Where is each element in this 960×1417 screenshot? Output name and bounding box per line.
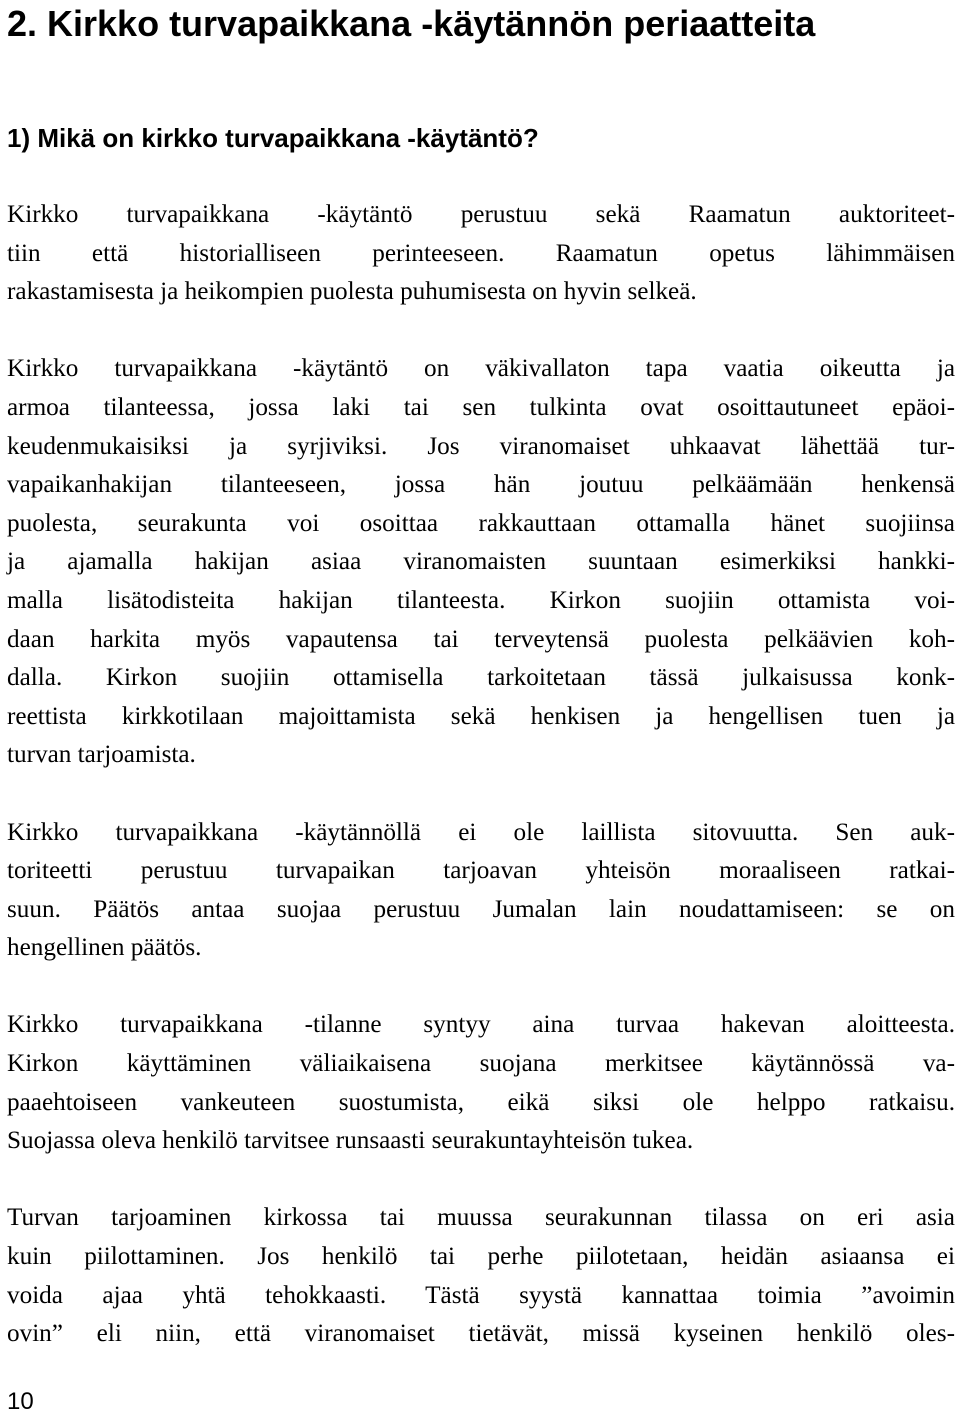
text-line: Suojassa oleva henkilö tarvitsee runsaasti seurakuntayhteisön tukea. <box>7 1127 694 1155</box>
text-line: paaehtoiseen vankeuteen suostumista, eikä siksi ole helppo ratkaisu. <box>7 1088 955 1116</box>
text-line: suun. Päätös antaa suojaa perustuu Jumalan lain noudattamiseen: se on <box>7 895 955 923</box>
page-number: 10 <box>7 1388 34 1415</box>
text-line: dalla. Kirkon suojiin ottamisella tarkoitetaan tässä julkaisussa konk- <box>7 664 955 692</box>
paragraph-spacer <box>7 968 955 1007</box>
paragraph-spacer <box>7 775 955 814</box>
text-line: Kirkko turvapaikkana -käytäntö on väkivallaton tapa vaatia oikeutta ja <box>7 355 955 383</box>
paragraph-3 <box>7 814 955 968</box>
text-line: Kirkko turvapaikkana -käytäntö perustuu sekä Raamatun auktoriteet- <box>7 201 955 228</box>
text-line: tiin että historialliseen perinteeseen. Raamatun opetus lähimmäisen <box>7 239 955 267</box>
text-line: turvan tarjoamista. <box>7 741 196 769</box>
text-line: malla lisätodisteita hakijan tilanteesta. Kirkon suojiin ottamista voi- <box>7 586 955 614</box>
text-line: Turvan tarjoaminen kirkossa tai muussa seurakunnan tilassa on eri asia <box>7 1204 955 1232</box>
text-line: rakastamisesta ja heikompien puolesta puhumisesta on hyvin selkeä. <box>7 278 697 306</box>
text-line: ovin” eli niin, että viranomaiset tietävät, missä kyseinen henkilö oles- <box>7 1320 955 1348</box>
paragraph-2 <box>7 350 955 775</box>
text-line: Kirkon käyttäminen väliaikaisena suojana merkitsee käytännössä va- <box>7 1050 955 1078</box>
text-line: daan harkita myös vapautensa tai terveytensä puolesta pelkäävien koh- <box>7 625 955 653</box>
text-line: voida ajaa yhtä tehokkaasti. Tästä syystä kannattaa toimia ”avoimin <box>7 1281 955 1309</box>
text-line: armoa tilanteessa, jossa laki tai sen tulkinta ovat osoittautuneet epäoi- <box>7 393 955 421</box>
document-page <box>7 0 955 1348</box>
body-text <box>7 196 955 1354</box>
text-line: ja ajamalla hakijan asiaa viranomaisten suuntaan esimerkiksi hankki- <box>7 548 955 576</box>
text-line: hengellinen päätös. <box>7 934 202 962</box>
section-title: 1) Mikä on kirkko turvapaikkana -käytäntö? <box>7 123 539 153</box>
text-line: toriteetti perustuu turvapaikan tarjoavan yhteisön moraaliseen ratkai- <box>7 857 955 885</box>
text-line: Kirkko turvapaikkana -käytännöllä ei ole laillista sitovuutta. Sen auk- <box>7 818 955 846</box>
text-line: puolesta, seurakunta voi osoittaa rakkauttaan ottamalla hänet suojiinsa <box>7 509 955 537</box>
text-line: reettista kirkkotilaan majoittamista sekä henkisen ja hengellisen tuen ja <box>7 702 955 730</box>
text-line: kuin piilottaminen. Jos henkilö tai perhe piilotetaan, heidän asiaansa ei <box>7 1243 955 1271</box>
chapter-title: 2. Kirkko turvapaikkana -käytännön periaatteita <box>7 3 816 44</box>
paragraph-spacer <box>7 312 955 351</box>
text-line: Kirkko turvapaikkana -tilanne syntyy aina turvaa hakevan aloitteesta. <box>7 1011 955 1039</box>
text-line: keudenmukaisiksi ja syrjiviksi. Jos viranomaiset uhkaavat lähettää tur- <box>7 432 955 460</box>
paragraph-4 <box>7 1006 955 1160</box>
text-line: vapaikanhakijan tilanteeseen, jossa hän joutuu pelkäämään henkensä <box>7 471 955 499</box>
paragraph-1 <box>7 196 955 312</box>
paragraph-spacer <box>7 1161 955 1200</box>
paragraph-5 <box>7 1199 955 1353</box>
